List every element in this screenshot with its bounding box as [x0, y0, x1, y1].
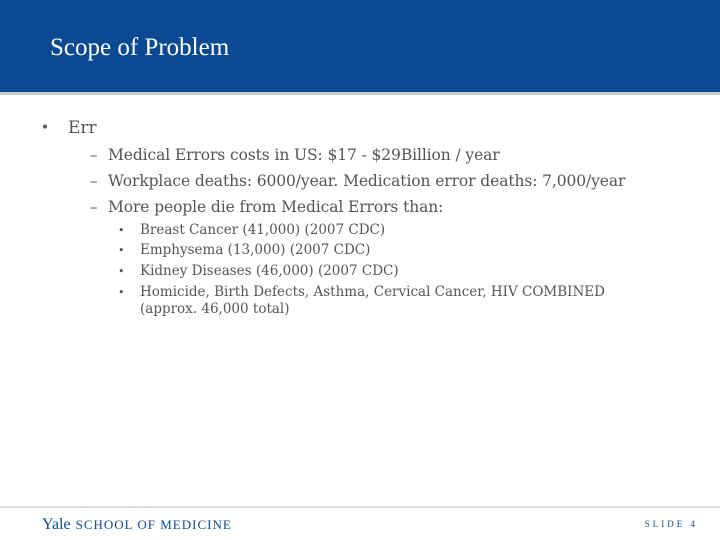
nested-bullet-item: [118, 242, 640, 259]
bullet-marker: •: [118, 224, 125, 237]
bullet-item: [30, 116, 97, 140]
bullet-marker: •: [118, 286, 125, 299]
nested-bullet-item: [118, 222, 640, 239]
footer-divider: [0, 506, 720, 508]
bullet-marker: •: [118, 265, 125, 278]
dash-marker: –: [90, 146, 98, 164]
logo-school-name: SCHOOL OF MEDICINE: [75, 517, 232, 532]
nested-bullet-text: Breast Cancer (41,000) (2007 CDC): [140, 222, 386, 238]
bullet-marker: •: [40, 120, 50, 136]
slide-number: SLIDE 4: [644, 519, 698, 529]
logo-yale-wordmark: Yale: [42, 516, 71, 533]
bullet-text: Err: [68, 118, 97, 138]
nested-bullet-item: [118, 284, 640, 318]
dash-marker: –: [90, 172, 98, 190]
sub-bullet-item: [90, 169, 625, 193]
sub-bullet-text: More people die from Medical Errors than:: [108, 198, 444, 216]
dash-marker: –: [90, 198, 98, 216]
nested-bullet-text: Emphysema (13,000) (2007 CDC): [140, 242, 371, 258]
sub-bullet-text: Workplace deaths: 6000/year. Medication error deaths: 7,000/year: [108, 172, 626, 190]
nested-bullet-item: [118, 263, 640, 280]
slide-title: Scope of Problem: [50, 34, 230, 61]
bullet-marker: •: [118, 244, 125, 257]
sub-bullet-text: Medical Errors costs in US: $17 - $29Billion / year: [108, 146, 500, 164]
nested-bullet-text: Kidney Diseases (46,000) (2007 CDC): [140, 263, 399, 279]
sub-bullet-item: [90, 195, 443, 219]
sub-bullet-item: [90, 143, 500, 167]
yale-school-of-medicine-logo: [42, 516, 232, 534]
title-bar: [0, 0, 720, 95]
nested-bullet-text: Homicide, Birth Defects, Asthma, Cervical Cancer, HIV COMBINED (approx. 46,000 total): [140, 284, 605, 317]
